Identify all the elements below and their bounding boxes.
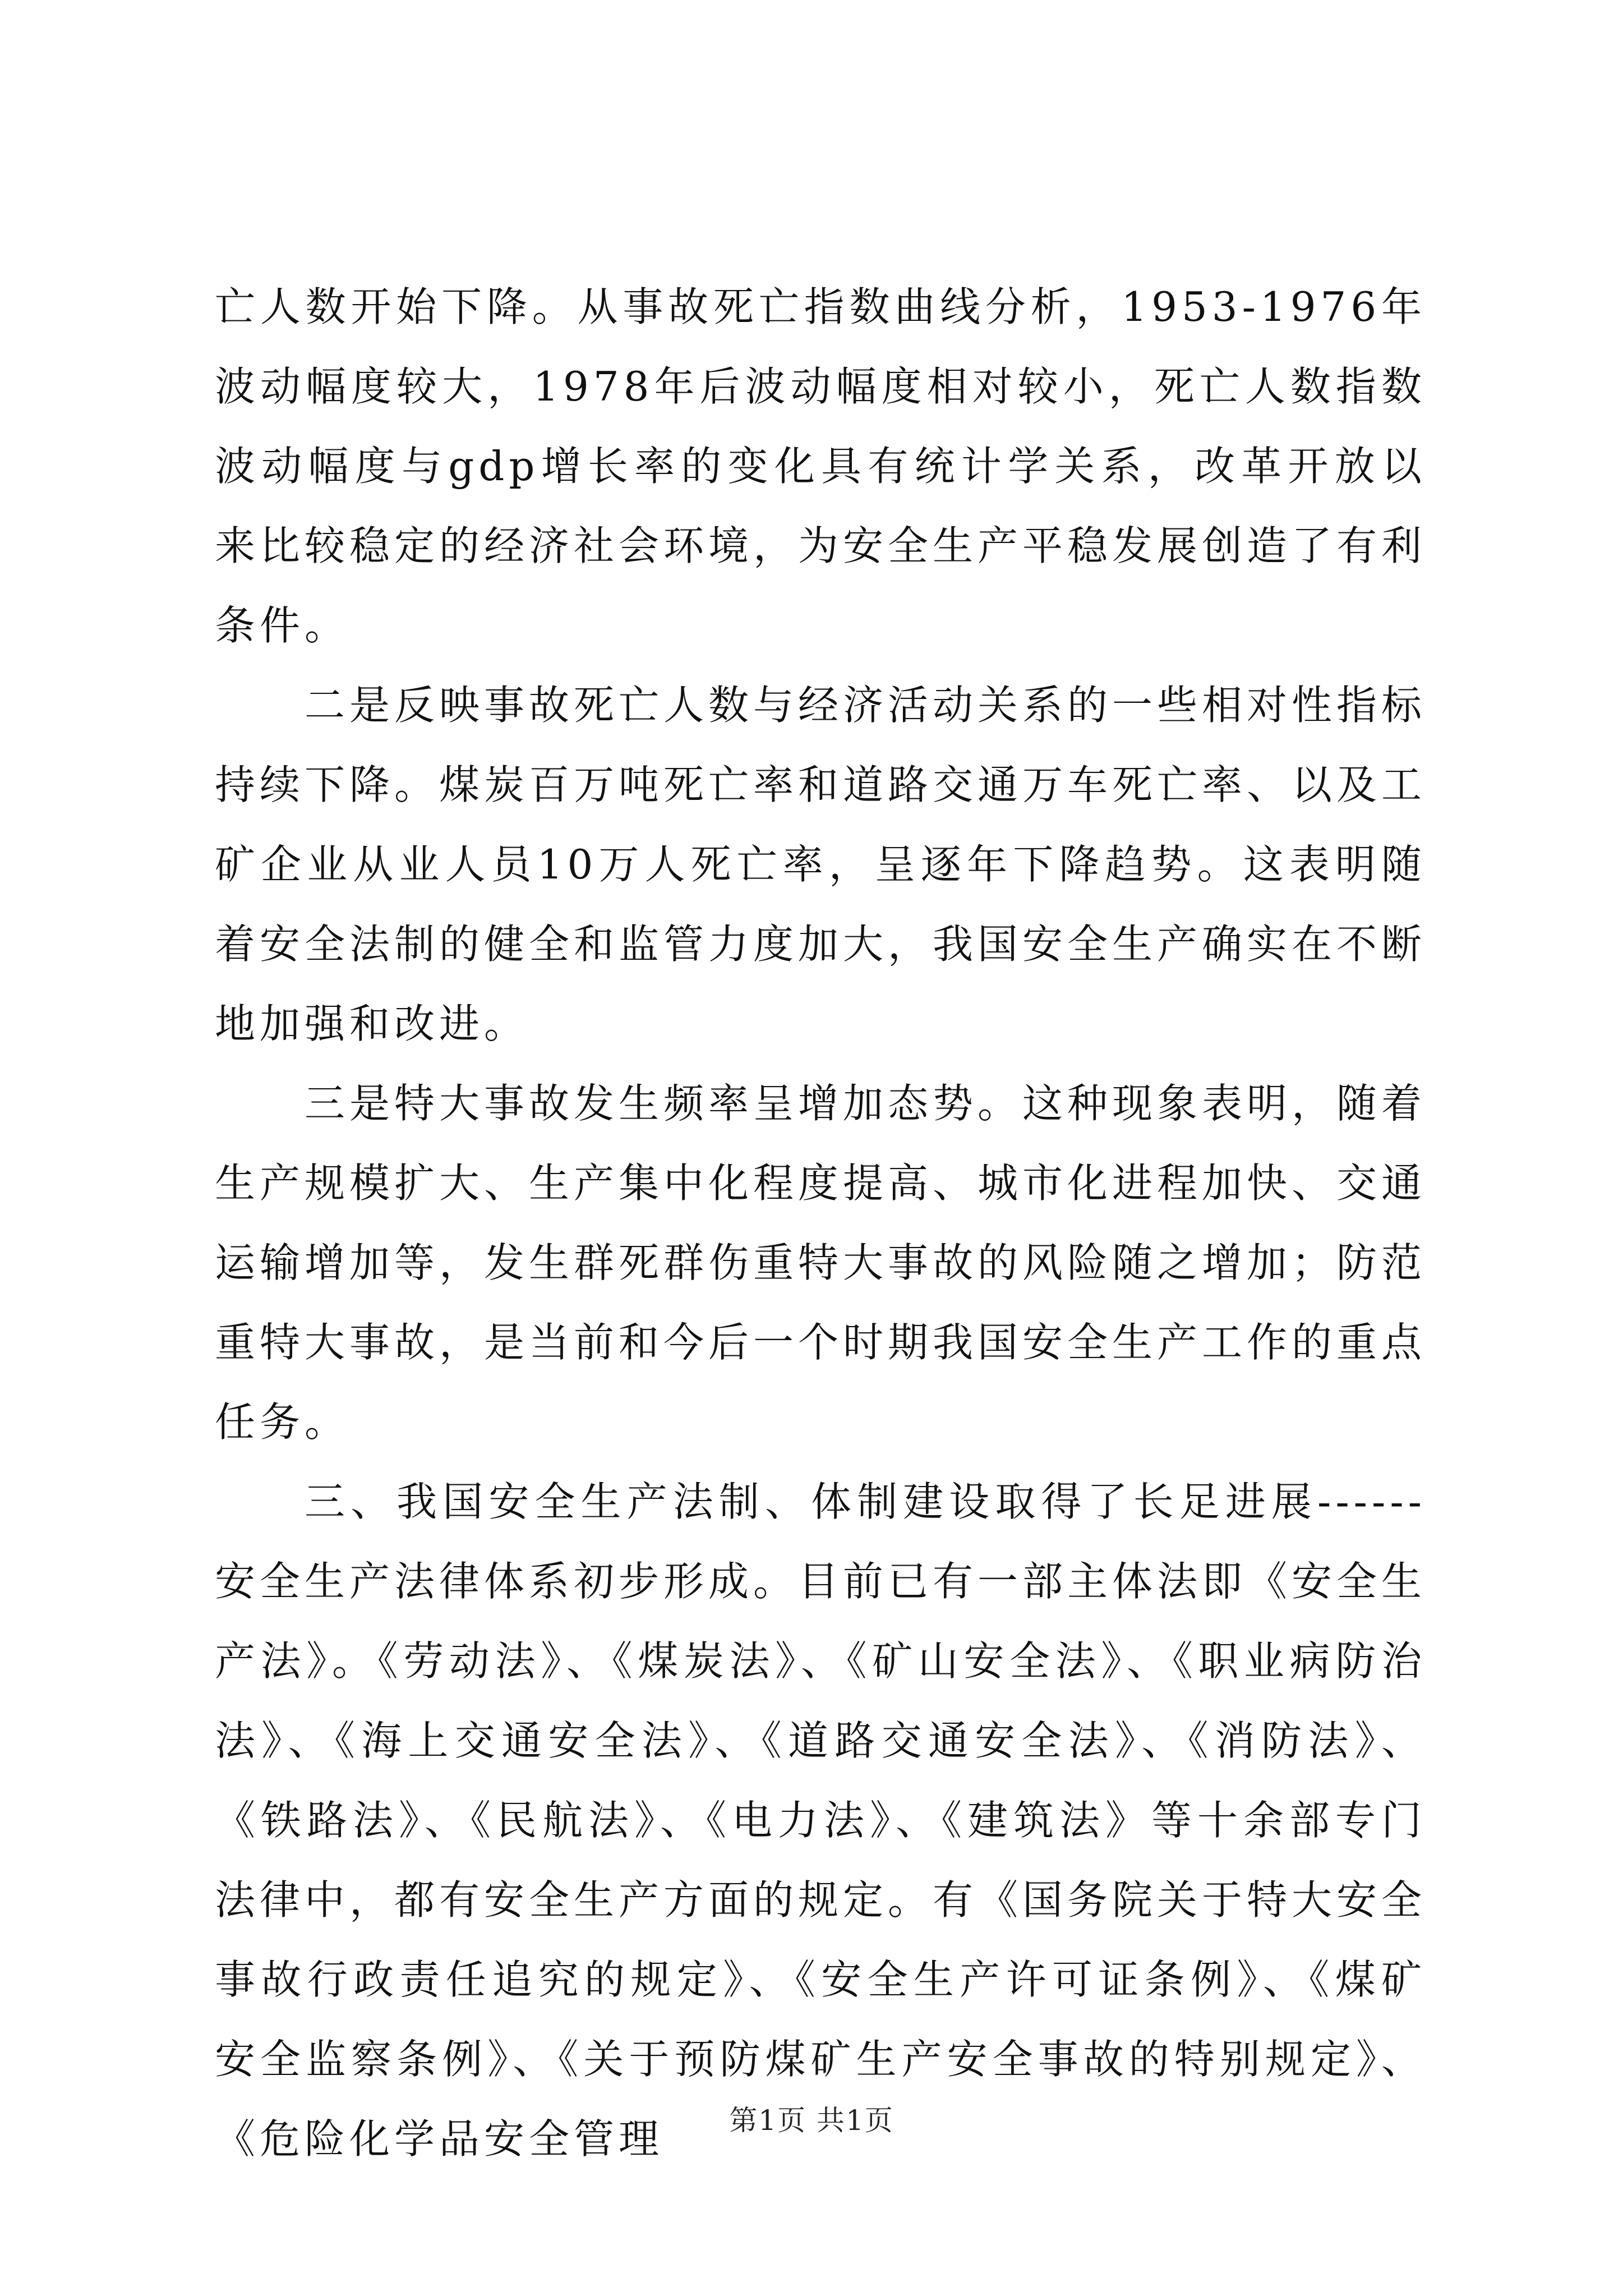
paragraph-relative-indicators: 二是反映事故死亡人数与经济活动关系的一些相对性指标持续下降。煤炭百万吨死亡率和道路交通万车死亡率、以及工矿企业从业人员10万人死亡率，呈逐年下降趋势。这表明随着安全法制的健全和监管力度加大，我国安全生产确实在不断地加强和改进。 [215, 682, 1427, 1047]
paragraph-legal-system: 三、我国安全生产法制、体制建设取得了长足进展------安全生产法律体系初步形成。目前已有一部主体法即《安全生产法》。《劳动法》、《煤炭法》、《矿山安全法》、《职业病防治法》、《海上交通安全法》、《道路交通安全法》、《消防法》、《铁路法》、《民航法》、《电力法》、《建筑法》等十余部专门法律中，都有安全生产方面的规定。有《国务院关于特大安全事故行政责任追究的规定》、《安全生产许可证条例》、《煤矿安全监察条例》、《关于预防煤矿生产安全事故的特别规定》、《危险化学品安全管理 [215, 1478, 1427, 2162]
page-footer: 第1页 共1页 [729, 2104, 894, 2137]
document-body [215, 267, 1426, 2179]
paragraph-continuation: 亡人数开始下降。从事故死亡指数曲线分析，1953-1976年波动幅度较大，1978年后波动幅度相对较小，死亡人数指数波动幅度与gdp增长率的变化具有统计学关系，改革开放以来比较稳定的经济社会环境，为安全生产平稳发展创造了有利条件。 [215, 283, 1427, 649]
paragraph-major-accidents: 三是特大事故发生频率呈增加态势。这种现象表明，随着生产规模扩大、生产集中化程度提高、城市化进程加快、交通运输增加等，发生群死群伤重特大事故的风险随之增加；防范重特大事故，是当前和今后一个时期我国安全生产工作的重点任务。 [215, 1080, 1427, 1446]
